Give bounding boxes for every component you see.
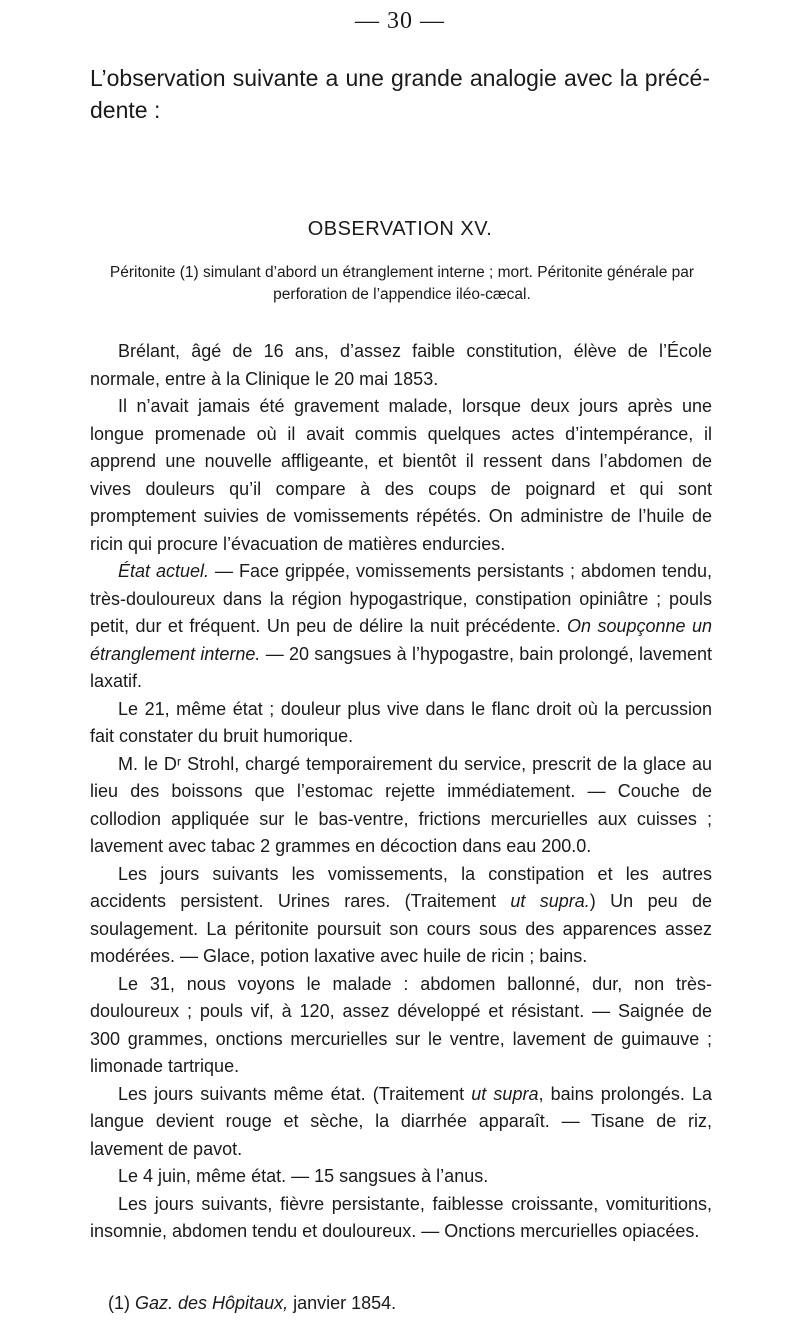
paragraph-final-days: Les jours suivants, fièvre persistante, faiblesse croissante, vomituritions, insomnie, abdomen tendu et douloureux. — Onctions mercurielles opiacées. <box>90 1193 712 1241</box>
footnote-source: Gaz. des Hôpitaux, <box>135 1293 289 1313</box>
intro-sentence: L’observation suivante a une grande analogie avec la précé-dente : <box>90 65 710 123</box>
page-number: — 30 — <box>355 8 445 34</box>
observation-body <box>90 338 712 1246</box>
current-state-text: — Face grippée, vomissements persistants ; abdomen tendu, très-douloureux dans la région hypogastrique, constipation opiniâtre ; pouls petit, dur et fréquent. Un peu de délire la nuit précédente. <box>90 561 712 636</box>
ut-supra-italic: ut supra. <box>510 891 590 911</box>
paragraph-day-31: Le 31, nous voyons le malade : abdomen ballonné, dur, non très-douloureux ; pouls vif, à 120, assez développé et résistant. — Saignée de 300 grammes, onctions mercurielles sur le ventre, lavement de guimauve ; limonade tartrique. <box>90 973 712 1076</box>
observation-title: OBSERVATION XV. <box>307 218 493 240</box>
ut-supra-italic-2: ut supra <box>471 1083 539 1104</box>
current-state-heading: État actuel. <box>118 561 210 581</box>
paragraph-admission: Brélant, âgé de 16 ans, d’assez faible constitution, élève de l’École normale, entre à la Clinique le 20 mai 1853. <box>90 341 712 389</box>
paragraph-strohl: M. le Dʳ Strohl, chargé temporairement du service, prescrit de la glace au lieu des boissons que l’estomac rejette immédiatement. — Couche de collodion appliquée sur le bas-ventre, frictions mercurielles aux cuisses ; lavement avec tabac 2 grammes en décoction dans eau 200.0. <box>90 753 712 856</box>
same-state-rest: , bains prolongés. La langue devient rouge et sèche, la diarrhée apparaît. — Tisane de riz, lavement de pavot. <box>90 1083 712 1159</box>
current-state-treatment: — 20 sangsues à l’hypogastre, bain prolongé, lavement laxatif. <box>90 643 713 691</box>
paragraph-following-days <box>90 861 712 971</box>
following-days-rest: ) Un peu de soulagement. La péritonite poursuit son cours sous des apparences assez modérées. — Glace, potion laxative avec huile de ricin ; bains. <box>90 891 712 966</box>
paragraph-same-state <box>90 1081 712 1164</box>
paragraph-day-21: Le 21, même état ; douleur plus vive dans le flanc droit où la percussion fait constater du bruit humorique. <box>90 698 712 746</box>
observation-subtitle: Péritonite (1) simulant d’abord un étranglement interne ; mort. Péritonite générale par perforation de l’appendice iléo-cæcal. <box>109 264 695 303</box>
paragraph-history: Il n’avait jamais été gravement malade, lorsque deux jours après une longue promenade où il avait commis quelques actes d’intempérance, il apprend une nouvelle affligeante, et bientôt il ressent dans l’abdomen de vives douleurs qu’il compare à des coups de poignard et qui sont promptement suivies de vomissements répétés. On administre de l’huile de ricin qui procure l’évacuation de matières endurcies. <box>90 396 712 554</box>
following-days-text: Les jours suivants les vomissements, la constipation et les autres accidents persistent. Urines rares. (Traitement <box>90 863 712 911</box>
suspected-diagnosis: On soupçonne un étranglement interne. <box>90 616 712 664</box>
footnote-date: janvier 1854. <box>288 1293 397 1313</box>
same-state-text: Les jours suivants même état. (Traitement <box>118 1083 472 1104</box>
footnote <box>108 1290 708 1316</box>
paragraph-june-4: Le 4 juin, même état. — 15 sangsues à l’anus. <box>118 1166 489 1186</box>
paragraph-current-state <box>90 558 712 696</box>
footnote-marker: (1) <box>108 1293 135 1313</box>
